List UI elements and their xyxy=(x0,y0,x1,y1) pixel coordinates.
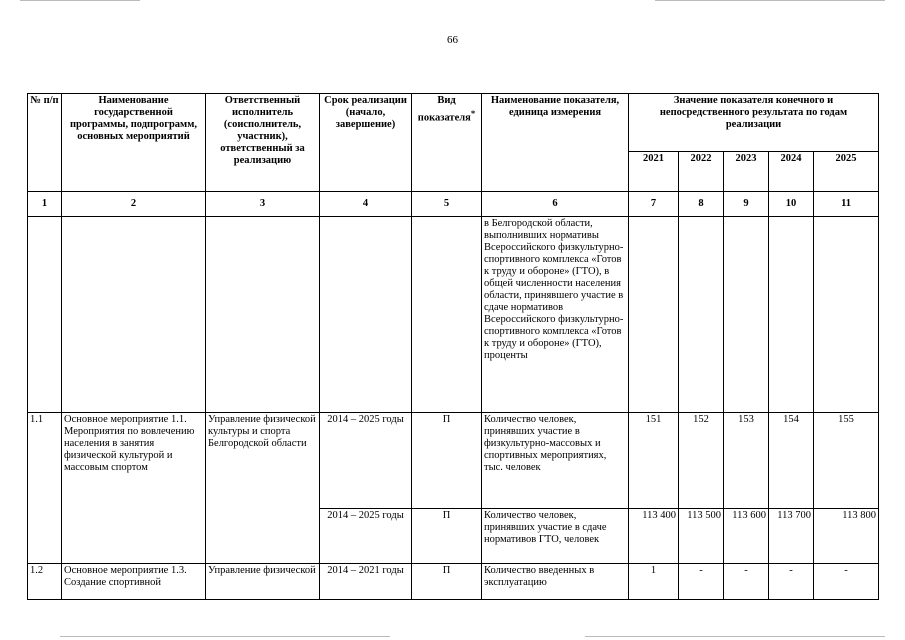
indicators-table xyxy=(27,93,879,600)
indicator-kind-cell: П xyxy=(412,413,482,509)
header-kind-label: Вид показателя xyxy=(417,95,471,124)
value-cell: 151 xyxy=(629,413,679,509)
header-values-group: Значение показателя конечного и непосредственного результата по годам реализации xyxy=(629,94,879,152)
table-cell xyxy=(724,217,769,413)
program-name-cell: Основное мероприятие 1.1. Мероприятия по вовлечению населения в занятия физической культурой и массовым спортом xyxy=(62,413,206,564)
indicator-kind-cell: П xyxy=(412,509,482,564)
column-numbers-row xyxy=(28,192,879,217)
term-cell: 2014 – 2025 годы xyxy=(320,509,412,564)
header-kind-footnote-mark: * xyxy=(470,108,476,118)
value-cell: - xyxy=(814,564,879,600)
continuation-row xyxy=(28,217,879,413)
column-number: 2 xyxy=(62,192,206,217)
table-row xyxy=(28,564,879,600)
value-cell: - xyxy=(724,564,769,600)
indicator-kind-cell: П xyxy=(412,564,482,600)
indicator-name-cell: Количество человек, принявших участие в физкультурно-массовых и спортивных мероприятиях, тыс. человек xyxy=(482,413,629,509)
table-cell xyxy=(62,217,206,413)
header-year: 2021 xyxy=(629,152,679,192)
executor-cell: Управление физической культуры и спорта Белгородской области xyxy=(206,413,320,564)
header-year: 2024 xyxy=(769,152,814,192)
value-cell: 113 400 xyxy=(629,509,679,564)
header-num: № п/п xyxy=(28,94,62,192)
column-number: 11 xyxy=(814,192,879,217)
column-number: 9 xyxy=(724,192,769,217)
header-program-name: Наименование государственной программы, подпрограмм, основных мероприятий xyxy=(62,94,206,192)
table-cell xyxy=(412,217,482,413)
indicator-name-cell: в Белгородской области, выполнивших нормативы Всероссийского физкультурно-спортивного комплекса «Готов к труду и обороне» (ГТО), в общей численности населения области, принявшего участие в сдаче нормативов Всероссийского физкультурно-спортивного комплекса «Готов к труду и обороне» (ГТО), проценты xyxy=(482,217,629,413)
executor-cell: Управление физической xyxy=(206,564,320,600)
table-cell xyxy=(206,217,320,413)
value-cell: - xyxy=(679,564,724,600)
value-cell: 113 700 xyxy=(769,509,814,564)
value-cell: 1 xyxy=(629,564,679,600)
indicator-name-cell: Количество введенных в эксплуатацию xyxy=(482,564,629,600)
header-row xyxy=(28,94,879,152)
header-term: Срок реализации (начало, завершение) xyxy=(320,94,412,192)
header-indicator-name: Наименование показателя, единица измерения xyxy=(482,94,629,192)
term-cell: 2014 – 2025 годы xyxy=(320,413,412,509)
column-number: 10 xyxy=(769,192,814,217)
term-cell: 2014 – 2021 годы xyxy=(320,564,412,600)
row-number-cell: 1.2 xyxy=(28,564,62,600)
scan-edge-line xyxy=(60,636,390,637)
table-cell xyxy=(320,217,412,413)
scan-edge-line xyxy=(585,636,885,637)
table-row xyxy=(28,413,879,509)
value-cell: 155 xyxy=(814,413,879,509)
value-cell: - xyxy=(769,564,814,600)
column-number: 8 xyxy=(679,192,724,217)
table-cell xyxy=(679,217,724,413)
row-number-cell: 1.1 xyxy=(28,413,62,564)
header-indicator-kind xyxy=(412,94,482,192)
header-year: 2025 xyxy=(814,152,879,192)
table-cell xyxy=(28,217,62,413)
table-cell xyxy=(629,217,679,413)
table-cell xyxy=(769,217,814,413)
value-cell: 152 xyxy=(679,413,724,509)
value-cell: 153 xyxy=(724,413,769,509)
column-number: 5 xyxy=(412,192,482,217)
column-number: 1 xyxy=(28,192,62,217)
table-cell xyxy=(814,217,879,413)
column-number: 6 xyxy=(482,192,629,217)
value-cell: 154 xyxy=(769,413,814,509)
scan-edge-line xyxy=(20,0,140,1)
column-number: 7 xyxy=(629,192,679,217)
column-number: 4 xyxy=(320,192,412,217)
value-cell: 113 800 xyxy=(814,509,879,564)
program-name-cell: Основное мероприятие 1.3. Создание спортивной xyxy=(62,564,206,600)
header-executor: Ответственный исполнитель (соисполнитель, участник), ответственный за реализацию xyxy=(206,94,320,192)
value-cell: 113 500 xyxy=(679,509,724,564)
page-number: 66 xyxy=(447,34,458,46)
scan-edge-line xyxy=(655,0,885,1)
header-year: 2023 xyxy=(724,152,769,192)
header-year: 2022 xyxy=(679,152,724,192)
indicator-name-cell: Количество человек, принявших участие в сдаче нормативов ГТО, человек xyxy=(482,509,629,564)
value-cell: 113 600 xyxy=(724,509,769,564)
column-number: 3 xyxy=(206,192,320,217)
